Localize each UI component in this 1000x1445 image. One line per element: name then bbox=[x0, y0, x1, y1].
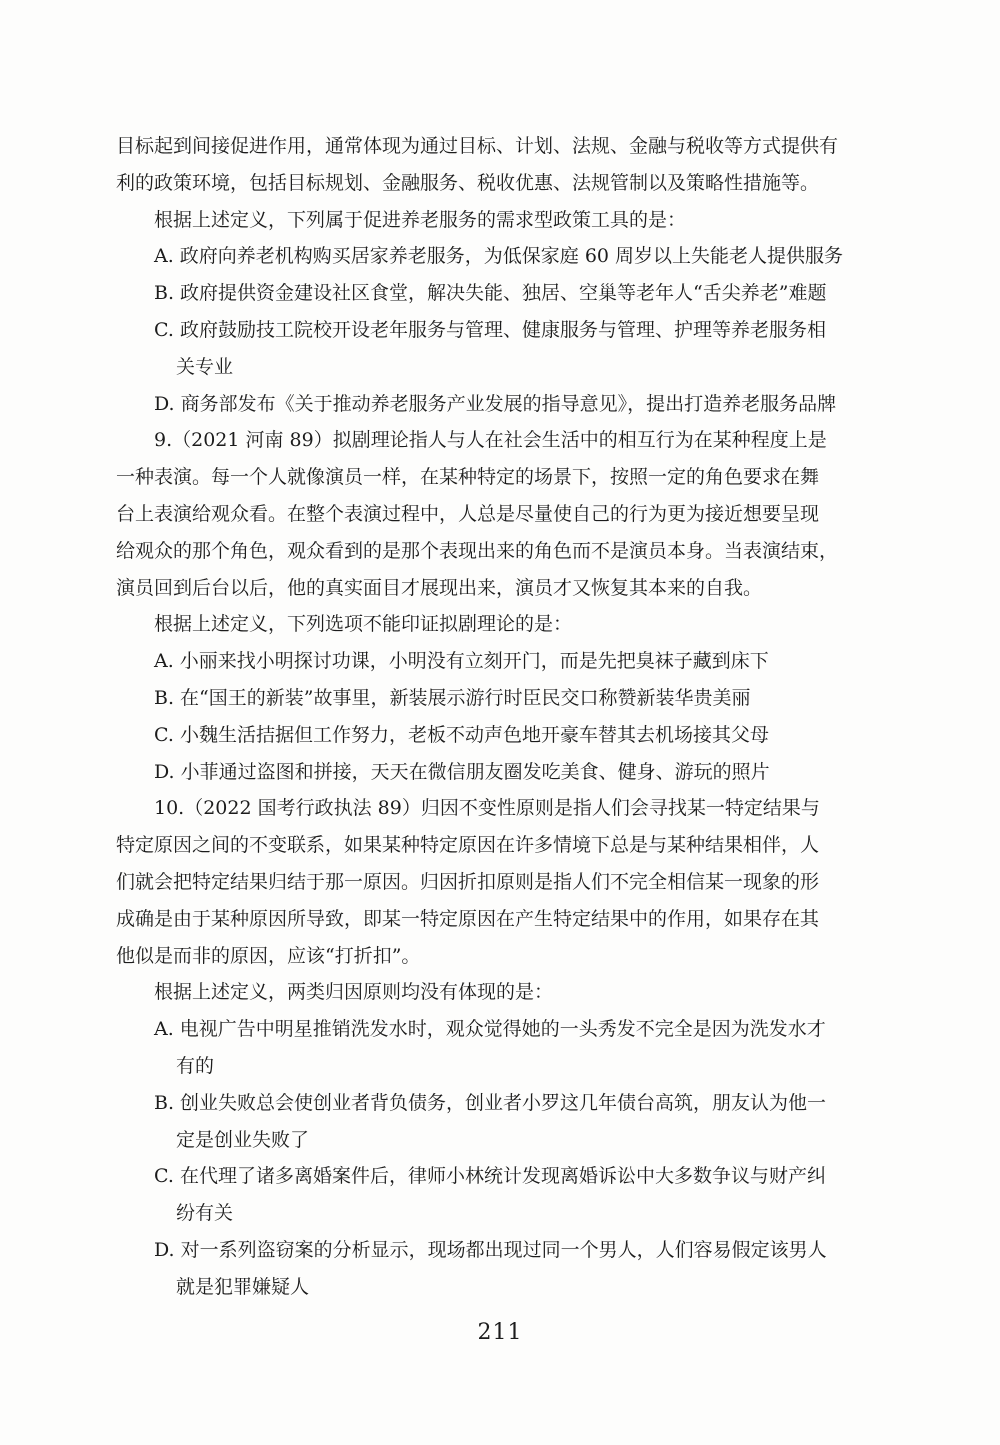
q10-option-a: A. 电视广告中明星推销洗发水时，观众觉得她的一头秀发不完全是因为洗发水才 bbox=[154, 1018, 826, 1041]
q10-line-5: 他似是而非的原因，应该“打折扣”。 bbox=[116, 944, 421, 967]
q10-line-2: 特定原因之间的不变联系，如果某种特定原因在许多情境下总是与某种结果相伴，人 bbox=[116, 834, 820, 857]
q8-question: 根据上述定义，下列属于促进养老服务的需求型政策工具的是： bbox=[154, 208, 687, 231]
page-number: 211 bbox=[477, 1320, 523, 1345]
q10-question: 根据上述定义，两类归因原则均没有体现的是： bbox=[154, 981, 554, 1004]
q10-option-a-cont: 有的 bbox=[176, 1054, 215, 1077]
q9-line-1: 9.（2021 河南 89）拟剧理论指人与人在社会生活中的相互行为在某种程度上是 bbox=[154, 429, 827, 452]
q10-option-b: B. 创业失败总会使创业者背负债务，创业者小罗这几年债台高筑，朋友认为他一 bbox=[154, 1091, 827, 1114]
q8-options bbox=[116, 238, 854, 422]
q10-option-c: C. 在代理了诸多离婚案件后，律师小林统计发现离婚诉讼中大多数争议与财产纠 bbox=[154, 1165, 826, 1188]
q9-question: 根据上述定义，下列选项不能印证拟剧理论的是： bbox=[154, 613, 573, 636]
q9-line-2: 一种表演。每一个人就像演员一样，在某种特定的场景下，按照一定的角色要求在舞 bbox=[116, 466, 820, 489]
q8-option-c: C. 政府鼓励技工院校开设老年服务与管理、健康服务与管理、护理等养老服务相 bbox=[154, 318, 826, 341]
q9-options bbox=[116, 643, 854, 790]
q8-option-b: B. 政府提供资金建设社区食堂，解决失能、独居、空巢等老年人“舌尖养老”难题 bbox=[154, 282, 827, 305]
q9-option-d: D. 小菲通过盗图和拼接，天天在微信朋友圈发吃美食、健身、游玩的照片 bbox=[154, 760, 770, 783]
q10-paragraph bbox=[116, 790, 854, 974]
q9-line-3: 台上表演给观众看。在整个表演过程中，人总是尽量使自己的行为更为接近想要呈现 bbox=[116, 502, 820, 525]
q9-paragraph bbox=[116, 422, 854, 606]
q9-option-c: C. 小魏生活拮据但工作努力，老板不动声色地开豪车替其去机场接其父母 bbox=[154, 723, 769, 746]
q10-line-1: 10.（2022 国考行政执法 89）归因不变性原则是指人们会寻找某一特定结果与 bbox=[154, 797, 820, 820]
q10-options bbox=[116, 1011, 854, 1305]
q10-option-d-cont: 就是犯罪嫌疑人 bbox=[176, 1275, 310, 1298]
q8-option-a: A. 政府向养老机构购买居家养老服务，为低保家庭 60 周岁以上失能老人提供服务 bbox=[154, 245, 844, 268]
q10-line-4: 成确是由于某种原因所导致，即某一特定原因在产生特定结果中的作用，如果存在其 bbox=[116, 907, 820, 930]
q10-option-d: D. 对一系列盗窃案的分析显示，现场都出现过同一个男人，人们容易假定该男人 bbox=[154, 1238, 827, 1261]
page-body bbox=[116, 128, 854, 1306]
intro-line-2: 利的政策环境，包括目标规划、金融服务、税收优惠、法规管制以及策略性措施等。 bbox=[116, 171, 820, 194]
intro-line-1: 目标起到间接促进作用，通常体现为通过目标、计划、法规、金融与税收等方式提供有 bbox=[116, 135, 839, 157]
q8-option-d: D. 商务部发布《关于推动养老服务产业发展的指导意见》，提出打造养老服务品牌 bbox=[154, 392, 837, 415]
q10-line-3: 们就会把特定结果归结于那一原因。归因折扣原则是指人们不完全相信某一现象的形 bbox=[116, 870, 820, 893]
intro-paragraph bbox=[116, 128, 854, 202]
q10-option-b-cont: 定是创业失败了 bbox=[176, 1128, 310, 1151]
q8-option-c-cont: 关专业 bbox=[176, 355, 234, 378]
q9-line-5: 演员回到后台以后，他的真实面目才展现出来，演员才又恢复其本来的自我。 bbox=[116, 576, 763, 599]
q10-option-c-cont: 纷有关 bbox=[176, 1202, 234, 1225]
q9-option-a: A. 小丽来找小明探讨功课，小明没有立刻开门，而是先把臭袜子藏到床下 bbox=[154, 650, 769, 673]
q9-line-4: 给观众的那个角色，观众看到的是那个表现出来的角色而不是演员本身。当表演结束， bbox=[116, 539, 839, 562]
q9-option-b: B. 在“国王的新装”故事里，新装展示游行时臣民交口称赞新装华贵美丽 bbox=[154, 686, 751, 709]
